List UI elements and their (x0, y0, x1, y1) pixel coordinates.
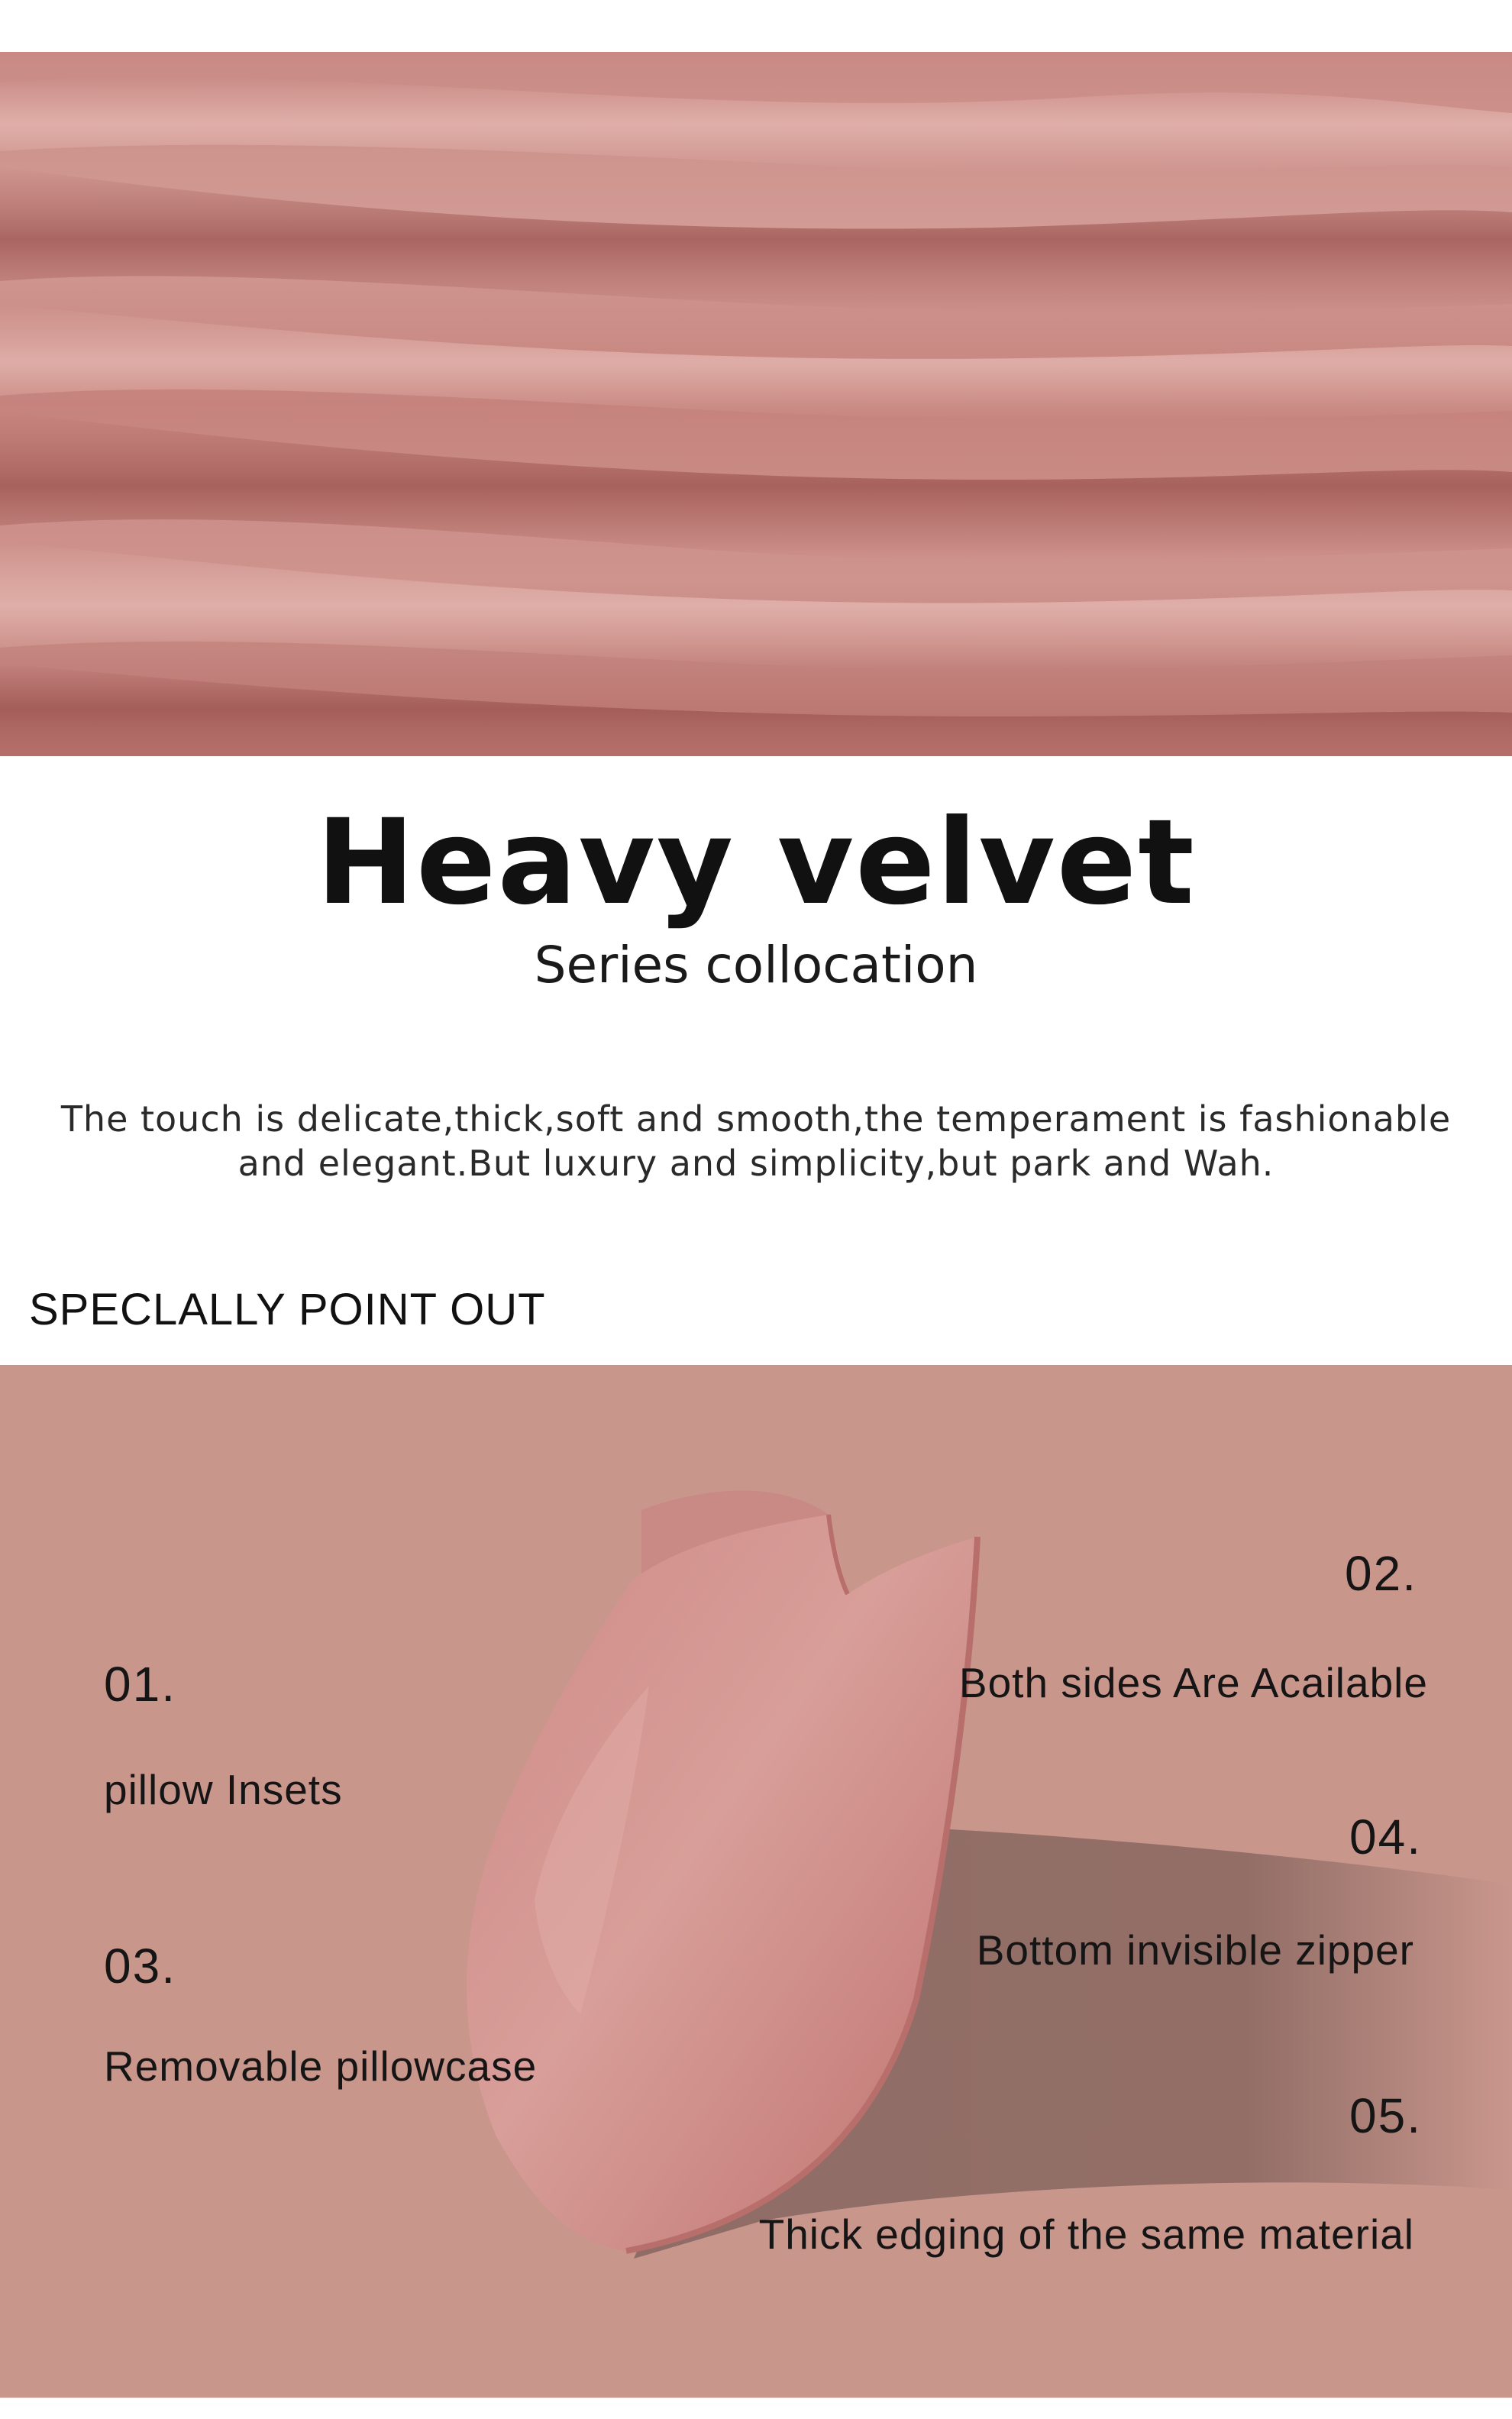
feature-04-number: 04. (1349, 1809, 1422, 1864)
feature-04-label: Bottom invisible zipper (976, 1926, 1414, 1974)
feature-02-number: 02. (1345, 1546, 1417, 1601)
feature-03-number: 03. (104, 1939, 176, 1994)
page-subtitle: Series collocation (534, 936, 978, 994)
product-description: The touch is delicate,thick,soft and smooth,the temperament is fashionable and elegant.But luxury and simplicity,but park and Wah. (60, 1098, 1452, 1184)
feature-05-label: Thick edging of the same material (758, 2210, 1414, 2258)
feature-03-label: Removable pillowcase (104, 2042, 538, 2090)
feature-05-number: 05. (1349, 2088, 1422, 2143)
page-title: Heavy velvet (316, 794, 1196, 931)
velvet-fabric-illustration (0, 52, 1512, 756)
feature-01-label: pillow Insets (104, 1766, 343, 1813)
hero-velvet-image (0, 52, 1512, 756)
feature-02-label: Both sides Are Acailable (958, 1659, 1428, 1706)
feature-01-number: 01. (104, 1657, 176, 1712)
section-heading: SPECLALLY POINT OUT (29, 1285, 546, 1334)
